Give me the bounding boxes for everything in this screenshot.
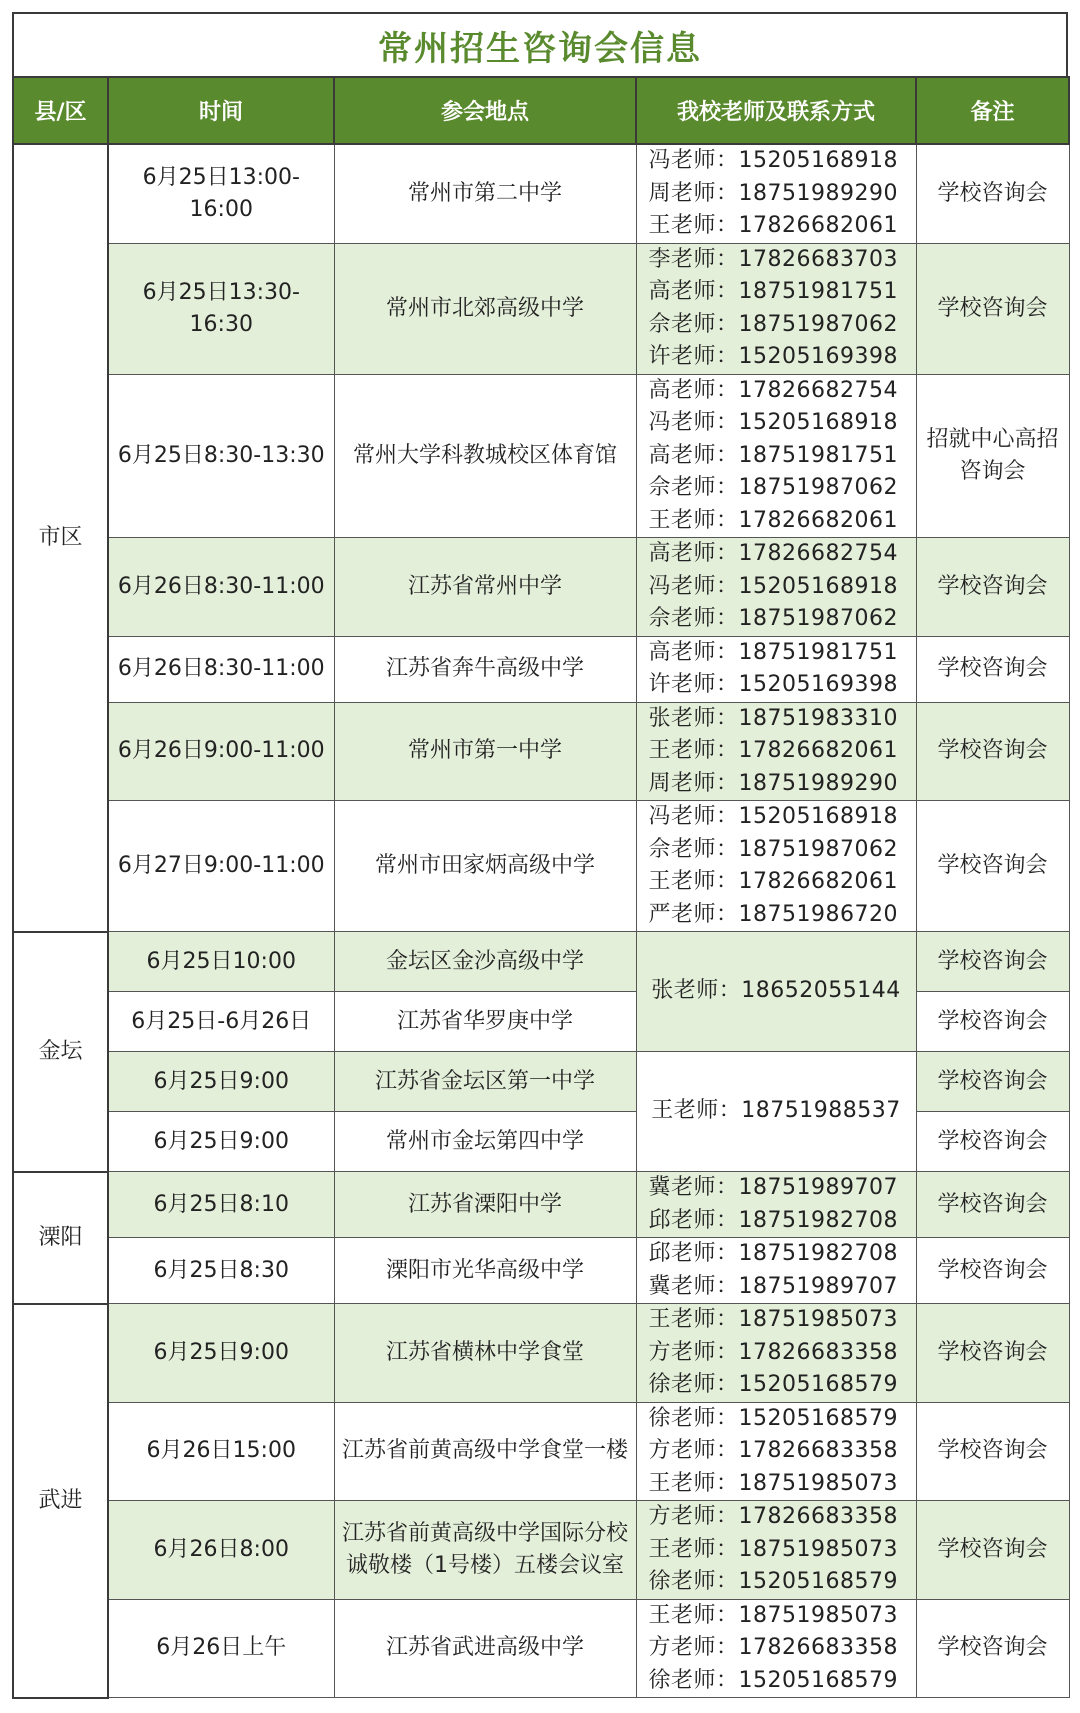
contact-line: 徐老师：15205168579 — [648, 1405, 898, 1431]
contact-line: 王老师：18751985073 — [648, 1602, 898, 1628]
info-table — [12, 76, 1070, 1699]
contact-line: 王老师：18751985073 — [648, 1307, 898, 1332]
table-row — [13, 702, 1069, 801]
place-cell — [334, 1501, 636, 1600]
contact-line: 高老师：18751981751 — [648, 639, 898, 665]
place-cell — [334, 932, 636, 992]
contacts-cell — [636, 243, 916, 374]
contact-line: 高老师：17826682754 — [648, 377, 898, 403]
note-cell — [916, 992, 1069, 1052]
table-row — [13, 374, 1069, 538]
note-cell — [916, 1172, 1069, 1238]
contacts-cell — [636, 801, 916, 932]
place-line: 体育馆 — [551, 442, 618, 468]
note-line: 学校咨询会 — [937, 1339, 1048, 1365]
contact-line: 王老师：17826682061 — [648, 507, 898, 533]
contact-line: 许老师：15205169398 — [648, 344, 898, 369]
note-line: 学校咨询会 — [937, 1635, 1048, 1661]
contacts-cell — [636, 636, 916, 702]
contact-line: 高老师：18751981751 — [648, 279, 898, 304]
place-line: 常州大学科教城校区 — [352, 442, 551, 468]
place-line: 常州市第一中学 — [407, 738, 562, 764]
place-line: 江苏省前黄高级中学国际分校 — [341, 1520, 628, 1546]
note-cell — [916, 374, 1069, 538]
time-cell: 6月26日上午 — [108, 1599, 334, 1698]
contacts-cell — [636, 144, 916, 243]
note-cell — [916, 1501, 1069, 1600]
table-row — [13, 1304, 1069, 1403]
table-row — [13, 1238, 1069, 1304]
place-cell — [334, 144, 636, 243]
place-line: 常州市第二中学 — [407, 180, 562, 206]
table-row — [13, 1052, 1069, 1112]
time-cell: 6月25日13:00-16:00 — [108, 144, 334, 243]
contact-line: 许老师：15205169398 — [648, 672, 898, 697]
note-cell — [916, 636, 1069, 702]
time-cell: 6月27日9:00-11:00 — [108, 801, 334, 932]
note-line: 学校咨询会 — [937, 1438, 1048, 1464]
contacts-cell — [636, 374, 916, 538]
contact-line: 徐老师：15205168579 — [648, 1667, 898, 1693]
contact-line: 徐老师：15205168579 — [648, 1372, 898, 1397]
contact-line: 方老师：17826683358 — [648, 1339, 898, 1365]
header-place: 参会地点 — [334, 77, 636, 144]
place-cell — [334, 1052, 636, 1112]
contact-line: 方老师：17826683358 — [648, 1635, 898, 1660]
contact-line: 冯老师：15205168918 — [648, 410, 898, 435]
contact-line: 王老师：18751985073 — [648, 1470, 898, 1496]
place-line: 江苏省常州中学 — [407, 573, 562, 599]
table-row — [13, 801, 1069, 932]
contact-line: 冯老师：15205168918 — [648, 804, 898, 829]
place-line: 江苏省横林中学食堂 — [385, 1339, 584, 1365]
contacts-cell — [636, 702, 916, 801]
note-line: 学校咨询会 — [937, 573, 1048, 599]
time-cell: 6月25日8:30-13:30 — [108, 374, 334, 538]
place-cell — [334, 1402, 636, 1501]
time-cell: 6月25日9:00 — [108, 1052, 334, 1112]
place-cell — [334, 243, 636, 374]
contact-line: 邱老师：18751982708 — [648, 1207, 898, 1233]
contact-line: 方老师：17826683358 — [648, 1438, 898, 1463]
place-cell — [334, 636, 636, 702]
header-note: 备注 — [916, 77, 1069, 144]
table-row — [13, 636, 1069, 702]
contact-line: 冯老师：15205168918 — [648, 573, 898, 599]
contact-line: 张老师：18652055144 — [651, 978, 901, 1004]
note-line: 学校咨询会 — [937, 1068, 1048, 1094]
time-cell: 6月26日8:30-11:00 — [108, 636, 334, 702]
contact-line: 方老师：17826683358 — [648, 1504, 898, 1529]
note-line: 学校咨询会 — [937, 295, 1048, 321]
note-cell — [916, 144, 1069, 243]
place-line: 溧阳市光华高级中学 — [385, 1257, 584, 1283]
place-cell — [334, 374, 636, 538]
contact-line: 佘老师：18751987062 — [648, 836, 898, 862]
county-cell: 武进 — [13, 1304, 108, 1698]
contacts-cell — [636, 1052, 916, 1172]
contact-line: 冯老师：15205168918 — [648, 148, 898, 173]
place-line: 常州市北郊高级中学 — [385, 295, 584, 321]
place-cell — [334, 1238, 636, 1304]
note-line: 学校咨询会 — [937, 1008, 1048, 1034]
place-line: 金坛区金沙高级中学 — [385, 948, 584, 974]
time-cell: 6月25日13:30-16:30 — [108, 243, 334, 374]
place-line: 江苏省溧阳中学 — [407, 1191, 562, 1217]
place-cell — [334, 1599, 636, 1698]
note-cell — [916, 1052, 1069, 1112]
contacts-cell — [636, 932, 916, 1052]
contacts-cell — [636, 1238, 916, 1304]
table-body — [13, 144, 1069, 1698]
note-line: 学校咨询会 — [937, 738, 1048, 764]
place-line: 常州市田家炳高级中学 — [374, 853, 595, 878]
note-cell — [916, 243, 1069, 374]
time-cell: 6月25日8:10 — [108, 1172, 334, 1238]
time-cell: 6月26日8:30-11:00 — [108, 538, 334, 637]
note-line: 学校咨询会 — [937, 1536, 1048, 1562]
table-row — [13, 243, 1069, 374]
table-row — [13, 1501, 1069, 1600]
contact-line: 冀老师：18751989707 — [648, 1273, 898, 1299]
contact-line: 王老师：17826682061 — [648, 738, 898, 763]
contacts-cell — [636, 1402, 916, 1501]
place-line: 江苏省华罗庚中学 — [396, 1008, 573, 1034]
contact-line: 佘老师：18751987062 — [648, 475, 898, 500]
time-cell: 6月25日10:00 — [108, 932, 334, 992]
header-county: 县/区 — [13, 77, 108, 144]
table-row — [13, 932, 1069, 992]
note-cell — [916, 1112, 1069, 1172]
contact-line: 周老师：18751989290 — [648, 180, 898, 206]
note-cell — [916, 538, 1069, 637]
note-line: 学校咨询会 — [937, 853, 1048, 878]
note-line: 学校咨询会 — [937, 1191, 1048, 1217]
contact-line: 冀老师：18751989707 — [648, 1175, 898, 1200]
contact-line: 高老师：18751981751 — [648, 442, 898, 468]
note-cell — [916, 1402, 1069, 1501]
contact-line: 佘老师：18751987062 — [648, 606, 898, 631]
time-cell: 6月26日15:00 — [108, 1402, 334, 1501]
place-line: 诚敬楼（1号楼）五楼会议室 — [346, 1552, 624, 1578]
place-line: 江苏省武进高级中学 — [385, 1635, 584, 1661]
note-line: 学校咨询会 — [937, 1257, 1048, 1283]
table-row — [13, 1402, 1069, 1501]
header-row — [13, 77, 1069, 144]
contact-line: 邱老师：18751982708 — [648, 1241, 898, 1266]
time-cell: 6月25日-6月26日 — [108, 992, 334, 1052]
place-line: 江苏省奔牛高级中学 — [385, 656, 584, 681]
place-cell — [334, 1304, 636, 1403]
place-line: 食堂一楼 — [540, 1438, 629, 1464]
time-cell: 6月26日8:00 — [108, 1501, 334, 1600]
place-cell — [334, 702, 636, 801]
note-line: 学校咨询会 — [937, 656, 1048, 681]
place-line: 江苏省金坛区第一中学 — [374, 1068, 595, 1094]
note-cell — [916, 1304, 1069, 1403]
contact-line: 张老师：18751983310 — [648, 705, 898, 731]
contact-line: 高老师：17826682754 — [648, 541, 898, 566]
place-cell — [334, 538, 636, 637]
place-line: 江苏省前黄高级中学 — [341, 1438, 540, 1464]
header-contacts: 我校老师及联系方式 — [636, 77, 916, 144]
table-row — [13, 144, 1069, 243]
header-time: 时间 — [108, 77, 334, 144]
county-cell: 溧阳 — [13, 1172, 108, 1304]
place-cell — [334, 801, 636, 932]
place-line: 常州市金坛第四中学 — [385, 1128, 584, 1154]
note-cell — [916, 801, 1069, 932]
county-cell: 市区 — [13, 144, 108, 932]
county-cell: 金坛 — [13, 932, 108, 1172]
time-cell: 6月25日8:30 — [108, 1238, 334, 1304]
note-line: 招就中心高招 — [926, 426, 1059, 452]
note-line: 学校咨询会 — [937, 1128, 1048, 1154]
contact-line: 王老师：18751985073 — [648, 1536, 898, 1562]
contact-line: 佘老师：18751987062 — [648, 311, 898, 337]
contacts-cell — [636, 538, 916, 637]
time-cell: 6月25日9:00 — [108, 1304, 334, 1403]
contact-line: 李老师：17826683703 — [648, 246, 898, 272]
note-cell — [916, 932, 1069, 992]
time-cell: 6月26日9:00-11:00 — [108, 702, 334, 801]
contact-line: 严老师：18751986720 — [648, 901, 898, 927]
place-cell — [334, 992, 636, 1052]
place-cell — [334, 1112, 636, 1172]
page-title: 常州招生咨询会信息 — [12, 12, 1068, 76]
table-row — [13, 538, 1069, 637]
contact-line: 徐老师：15205168579 — [648, 1569, 898, 1594]
contact-line: 王老师：18751988537 — [651, 1098, 901, 1124]
contacts-cell — [636, 1304, 916, 1403]
contacts-cell — [636, 1172, 916, 1238]
note-cell — [916, 702, 1069, 801]
note-line: 学校咨询会 — [937, 948, 1048, 974]
note-line: 学校咨询会 — [937, 180, 1048, 206]
contacts-cell — [636, 1501, 916, 1600]
contact-line: 周老师：18751989290 — [648, 770, 898, 796]
table-row — [13, 1172, 1069, 1238]
contacts-cell — [636, 1599, 916, 1698]
time-cell: 6月25日9:00 — [108, 1112, 334, 1172]
info-sheet — [12, 12, 1068, 1699]
table-row — [13, 1599, 1069, 1698]
contact-line: 王老师：17826682061 — [648, 869, 898, 894]
note-cell — [916, 1599, 1069, 1698]
place-cell — [334, 1172, 636, 1238]
note-cell — [916, 1238, 1069, 1304]
contact-line: 王老师：17826682061 — [648, 213, 898, 238]
note-line: 咨询会 — [959, 458, 1026, 484]
